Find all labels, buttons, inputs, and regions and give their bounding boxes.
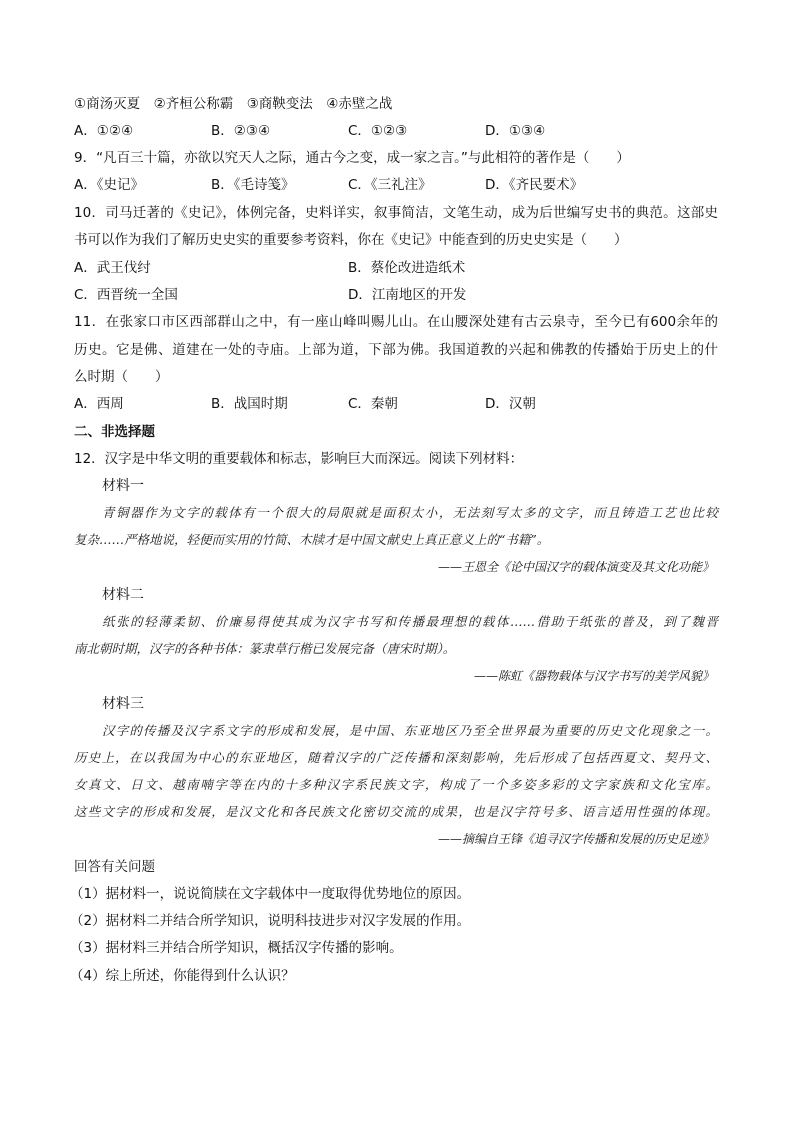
material-1-title: 材料一 (102, 478, 144, 494)
q9-option-d[interactable]: D．《齐民要术》 (485, 177, 584, 193)
material-2-source: ——陈虹《器物载体与汉字书写的美学风貌》 (473, 669, 714, 683)
q8-items: ①商汤灭夏 ②齐桓公称霸 ③商鞅变法 ④赤壁之战 (74, 96, 393, 112)
q12-stem: 12．汉字是中华文明的重要载体和标志，影响巨大而深远。阅读下列材料： (74, 451, 524, 467)
section-2-title: 二、非选择题 (74, 424, 155, 440)
material-3-line-2: 历史上，在以我国为中心的东亚地区，随着汉字的广泛传播和深刻影响，先后形成了包括西夏文、契丹文、 (74, 750, 718, 765)
q9-option-a[interactable]: A．《史记》 (74, 177, 144, 193)
q8-option-d[interactable]: D．①③④ (485, 123, 546, 139)
q10-options-row-1 (74, 258, 734, 278)
material-3-line-3: 女真文、日文、越南喃字等在内的十多种汉字系民族文字，构成了一个多姿多彩的文字家族和文化宝库。 (74, 777, 718, 792)
material-3-line-4: 这些文字的形成和发展，是汉文化和各民族文化密切交流的成果，也是汉字符号多、语言适用性强的体现。 (74, 804, 718, 819)
q11-option-b[interactable]: B．战国时期 (211, 396, 288, 412)
q12-sub-question-3: （3）据材料三并结合所学知识，概括汉字传播的影响。 (70, 940, 403, 956)
material-2-line-2: 南北朝时期，汉字的各种书体：篆隶草行楷已发展完备（唐宋时期）。 (74, 641, 456, 656)
q12-sub-question-2: （2）据材料二并结合所学知识，说明科技进步对汉字发展的作用。 (70, 913, 471, 929)
q11-option-d[interactable]: D．汉朝 (485, 396, 536, 412)
q11-stem-line-1: 11．在张家口市区西部群山之中，有一座山峰叫赐儿山。在山腰深处建有古云泉寺，至今已有600余年的 (74, 314, 718, 330)
q9-option-c[interactable]: C．《三礼注》 (348, 177, 432, 193)
material-2-title: 材料二 (102, 587, 144, 603)
q11-options (74, 394, 734, 414)
q10-option-c[interactable]: C．西晋统一全国 (74, 287, 178, 303)
q11-option-a[interactable]: A．西周 (74, 396, 124, 412)
q8-option-a[interactable]: A．①②④ (74, 123, 134, 139)
q10-option-b[interactable]: B．蔡伦改进造纸术 (348, 260, 466, 276)
q9-option-b[interactable]: B．《毛诗笺》 (211, 177, 295, 193)
material-3-line-1: 汉字的传播及汉字系文字的形成和发展，是中国、东亚地区乃至全世界最为重要的历史文化现象之一。 (102, 723, 718, 738)
q10-stem-line-2: 书可以作为我们了解历史史实的重要参考资料，你在《史记》中能查到的历史史实是（ ） (74, 232, 628, 248)
q10-option-a[interactable]: A．武王伐纣 (74, 260, 151, 276)
q12-sub-question-1: （1）据材料一，说说简牍在文字载体中一度取得优势地位的原因。 (70, 886, 471, 902)
material-3-source: ——摘编自王锋《追寻汉字传播和发展的历史足迹》 (437, 832, 714, 846)
q8-option-b[interactable]: B．②③④ (211, 123, 271, 139)
q11-option-c[interactable]: C．秦朝 (348, 396, 398, 412)
q8-option-c[interactable]: C．①②③ (348, 123, 408, 139)
answer-prompt: 回答有关问题 (74, 859, 155, 875)
q11-stem-line-2: 历史。它是佛、道建在一处的寺庙。上部为道，下部为佛。我国道教的兴起和佛教的传播始于历史上的什 (74, 342, 718, 358)
q11-stem-line-3: 么时期（ ） (74, 369, 169, 385)
q9-stem: 9．“凡百三十篇，亦欲以究天人之际，通古今之变，成一家之言。”与此相符的著作是（ ） (74, 150, 630, 166)
q12-sub-question-4: （4）综上所述，你能得到什么认识？ (70, 968, 295, 984)
material-1-line-1: 青铜器作为文字的载体有一个很大的局限就是面积太小，无法刻写太多的文字，而且铸造工艺也比较 (102, 505, 718, 520)
q10-stem-line-1: 10．司马迁著的《史记》，体例完备，史料详实，叙事简洁，文笔生动，成为后世编写史书的典范。这部史 (74, 205, 718, 221)
material-1-source: ——王恩全《论中国汉字的载体演变及其文化功能》 (437, 560, 714, 574)
q10-option-d[interactable]: D．江南地区的开发 (348, 287, 467, 303)
material-1-line-2: 复杂……严格地说，轻便而实用的竹简、木牍才是中国文献史上真正意义上的“书籍”。 (74, 532, 550, 547)
material-3-title: 材料三 (102, 696, 144, 712)
q9-options (74, 175, 734, 195)
q10-options-row-2 (74, 285, 734, 305)
material-2-line-1: 纸张的轻薄柔韧、价廉易得使其成为汉字书写和传播最理想的载体……借助于纸张的普及，到了魏晋 (102, 614, 718, 629)
q8-options (74, 121, 734, 141)
